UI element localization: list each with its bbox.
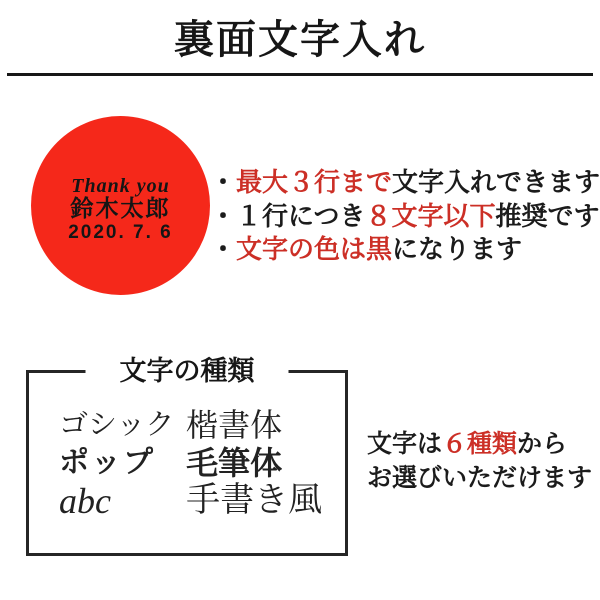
font-sample-handwriting: 手書き風: [186, 482, 323, 519]
page-title: 裏面文字入れ: [174, 17, 426, 62]
note-line-1: [367, 428, 592, 462]
note-text: 文字は: [367, 431, 443, 458]
font-sample-kaisho: 楷書体: [186, 407, 283, 443]
font-sample-brush: 毛筆体: [186, 445, 283, 481]
rule-text-color: [210, 233, 594, 267]
title-divider: [7, 73, 593, 76]
rule-max-lines: [210, 166, 600, 200]
stamp-text-name: 鈴木太郎: [70, 195, 171, 221]
rule-bullet: ・１行につき: [210, 201, 366, 231]
rule-text: になります: [392, 235, 523, 264]
rule-bullet: ・: [210, 235, 237, 264]
note-line-2: お選びいただけます: [367, 465, 593, 492]
rule-highlight: 最大３行まで: [236, 168, 393, 197]
font-column-right: [186, 406, 345, 520]
stamp-preview-circle: [31, 116, 210, 295]
note-text: から: [517, 431, 568, 458]
font-sample-pop: ポップ: [59, 446, 155, 479]
font-type-box: [26, 356, 348, 556]
stamp-text-english: Thank you: [71, 174, 170, 197]
font-column-left: [59, 406, 186, 520]
lettering-rules-list: [210, 166, 600, 267]
rule-bullet: ・: [210, 168, 237, 197]
rule-text: 文字入れできます: [392, 168, 600, 197]
font-choice-note: [367, 428, 592, 496]
rule-text: 推奨です: [495, 201, 600, 231]
rule-chars-per-line: [210, 200, 600, 234]
font-sample-gothic: ゴシック: [59, 409, 175, 441]
font-sample-latin-italic: abc: [59, 481, 111, 521]
font-box-title: 文字の種類: [86, 353, 289, 389]
font-sample-columns: [29, 373, 345, 520]
rule-highlight: ８文字以下: [365, 201, 496, 231]
note-highlight: ６種類: [442, 431, 518, 458]
stamp-text-date: 2020. 7. 6: [68, 221, 173, 243]
rule-highlight: 文字の色は黒: [236, 235, 393, 264]
